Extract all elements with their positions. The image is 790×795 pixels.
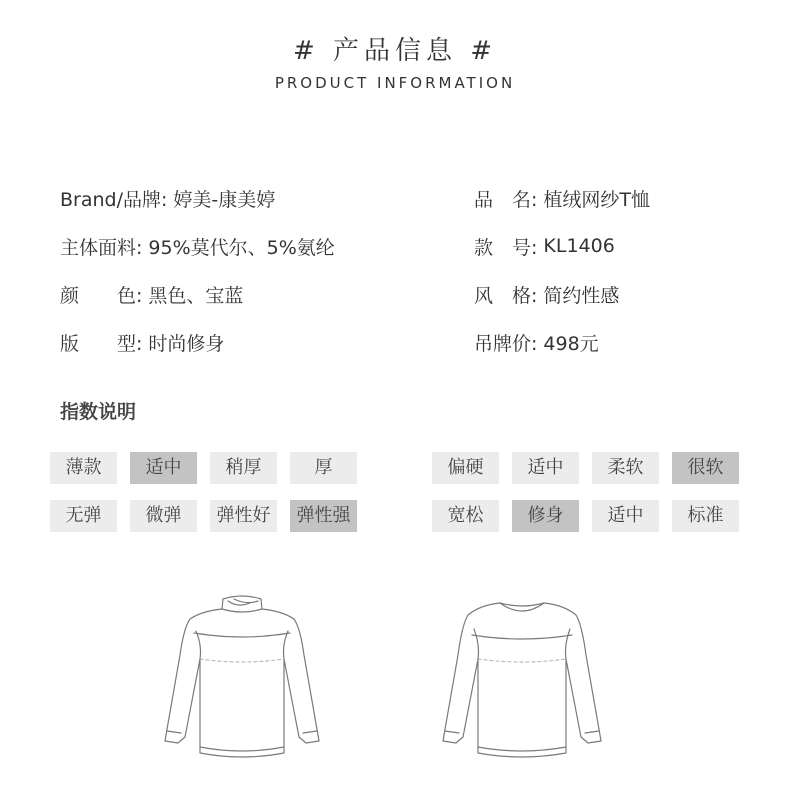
index-tag: 很软 (672, 452, 739, 484)
info-value: 简约性感 (543, 284, 620, 307)
info-list-right (474, 174, 774, 366)
index-tag: 标准 (672, 500, 739, 532)
turtleneck-top-sketch (150, 575, 335, 775)
info-value: 植绒网纱T恤 (543, 188, 651, 211)
page-subtitle: PRODUCT INFORMATION (274, 74, 516, 92)
index-tag: 微弹 (130, 500, 197, 532)
index-tag: 无弹 (50, 500, 117, 532)
info-label: 吊牌价: (474, 332, 538, 355)
info-row-fabric (60, 222, 440, 270)
info-list-left (60, 174, 440, 366)
info-row-price (474, 318, 774, 366)
crewneck-top-sketch (430, 575, 615, 775)
index-tag: 适中 (130, 452, 197, 484)
info-label: 品 名: (474, 188, 538, 211)
info-value: KL1406 (543, 235, 615, 257)
index-tag: 适中 (512, 452, 579, 484)
page-title: # 产品信息 # (292, 36, 498, 66)
index-section-title: 指数说明 (60, 401, 137, 423)
info-label: 风 格: (474, 284, 538, 307)
index-tag: 偏硬 (432, 452, 499, 484)
index-tag: 稍厚 (210, 452, 277, 484)
info-row-style (474, 270, 774, 318)
info-label: Brand/品牌: (60, 188, 168, 211)
info-value: 498元 (543, 332, 599, 355)
info-value: 时尚修身 (148, 332, 225, 355)
index-tag: 弹性强 (290, 500, 357, 532)
index-tag: 薄款 (50, 452, 117, 484)
info-value: 95%莫代尔、5%氨纶 (148, 236, 335, 259)
index-tag: 适中 (592, 500, 659, 532)
info-row-brand (60, 174, 440, 222)
info-row-color (60, 270, 440, 318)
info-row-style-number (474, 222, 774, 270)
index-tag: 弹性好 (210, 500, 277, 532)
info-label: 版 型: (60, 332, 143, 355)
index-tags-left (50, 452, 357, 532)
index-tag: 修身 (512, 500, 579, 532)
info-label: 款 号: (474, 236, 538, 259)
index-tag: 柔软 (592, 452, 659, 484)
info-label: 主体面料: (60, 236, 143, 259)
info-row-fit (60, 318, 440, 366)
index-tag: 宽松 (432, 500, 499, 532)
info-value: 婷美-康美婷 (173, 188, 276, 211)
index-tags-right (432, 452, 739, 532)
info-label: 颜 色: (60, 284, 143, 307)
info-value: 黑色、宝蓝 (148, 284, 244, 307)
index-tag: 厚 (290, 452, 357, 484)
info-row-name (474, 174, 774, 222)
